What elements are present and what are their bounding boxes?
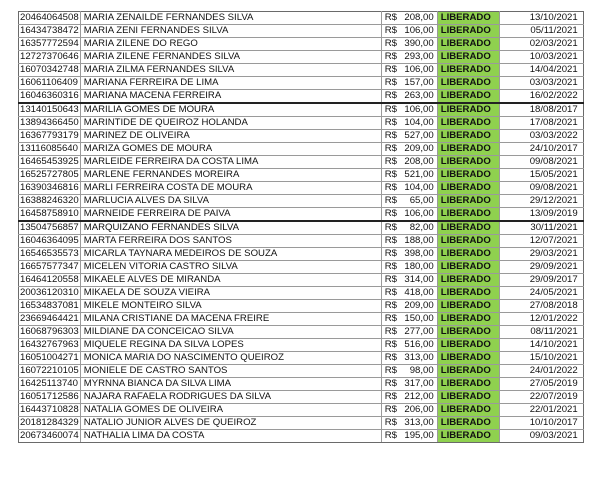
currency-cell: R$ — [381, 169, 401, 182]
status-cell: LIBERADO — [437, 352, 499, 365]
name-cell: MILDIANE DA CONCEICAO SILVA — [80, 326, 381, 339]
date-cell: 24/01/2022 — [499, 365, 583, 378]
code-cell: 13140150643 — [20, 104, 79, 115]
status-cell: LIBERADO — [437, 313, 499, 326]
status-cell: LIBERADO — [437, 25, 499, 38]
name-cell: MARIA ZILENE FERNANDES SILVA — [80, 51, 381, 64]
status-cell: LIBERADO — [437, 143, 499, 156]
name-cell: MARLEIDE FERREIRA DA COSTA LIMA — [80, 156, 381, 169]
status-cell: LIBERADO — [437, 156, 499, 169]
currency-cell: R$ — [381, 182, 401, 195]
currency-cell: R$ — [381, 117, 401, 130]
table-row — [19, 378, 584, 391]
code-cell: 16388246320 — [20, 195, 79, 206]
currency-cell: R$ — [381, 12, 401, 25]
status-cell: LIBERADO — [437, 12, 499, 25]
amount-cell: 157,00 — [401, 77, 437, 90]
status-cell: LIBERADO — [437, 274, 499, 287]
code-cell: 20181284329 — [20, 417, 79, 428]
table-row — [19, 156, 584, 169]
status-cell: LIBERADO — [437, 430, 499, 443]
code-cell: 13504756857 — [20, 222, 79, 233]
table-row — [19, 352, 584, 365]
code-cell: 16443710828 — [20, 404, 79, 415]
table-row — [19, 313, 584, 326]
currency-cell: R$ — [381, 378, 401, 391]
date-cell: 12/07/2021 — [499, 235, 583, 248]
table-row — [19, 38, 584, 51]
status-cell: LIBERADO — [437, 326, 499, 339]
status-cell: LIBERADO — [437, 90, 499, 104]
date-cell: 22/07/2019 — [499, 391, 583, 404]
date-cell: 22/01/2021 — [499, 404, 583, 417]
status-cell: LIBERADO — [437, 208, 499, 222]
amount-cell: 418,00 — [401, 287, 437, 300]
code-cell: 16357772594 — [20, 38, 79, 49]
code-cell: 16390346816 — [20, 182, 79, 193]
name-cell: MARIANA FERREIRA DE LIMA — [80, 77, 381, 90]
amount-cell: 516,00 — [401, 339, 437, 352]
table-row — [19, 169, 584, 182]
currency-cell: R$ — [381, 130, 401, 143]
date-cell: 15/10/2021 — [499, 352, 583, 365]
name-cell: NATALIA GOMES DE OLIVEIRA — [80, 404, 381, 417]
status-cell: LIBERADO — [437, 38, 499, 51]
date-cell: 09/03/2021 — [499, 430, 583, 443]
amount-cell: 209,00 — [401, 143, 437, 156]
table-row — [19, 221, 584, 235]
code-cell: 16464120558 — [20, 274, 79, 285]
status-cell: LIBERADO — [437, 248, 499, 261]
amount-cell: 209,00 — [401, 300, 437, 313]
table-row — [19, 25, 584, 38]
code-cell: 16367793179 — [20, 130, 79, 141]
name-cell: MONICA MARIA DO NASCIMENTO QUEIROZ — [80, 352, 381, 365]
currency-cell: R$ — [381, 51, 401, 64]
status-cell: LIBERADO — [437, 300, 499, 313]
amount-cell: 313,00 — [401, 352, 437, 365]
amount-cell: 180,00 — [401, 261, 437, 274]
date-cell: 16/02/2022 — [499, 90, 583, 104]
table-row — [19, 274, 584, 287]
table-row — [19, 365, 584, 378]
table-row — [19, 430, 584, 443]
amount-cell: 104,00 — [401, 117, 437, 130]
status-cell: LIBERADO — [437, 261, 499, 274]
name-cell: MYRNNA BIANCA DA SILVA LIMA — [80, 378, 381, 391]
currency-cell: R$ — [381, 77, 401, 90]
code-cell: 16051004271 — [20, 352, 79, 363]
amount-cell: 98,00 — [401, 365, 437, 378]
date-cell: 03/03/2022 — [499, 130, 583, 143]
status-cell: LIBERADO — [437, 77, 499, 90]
currency-cell: R$ — [381, 339, 401, 352]
status-cell: LIBERADO — [437, 417, 499, 430]
date-cell: 12/01/2022 — [499, 313, 583, 326]
name-cell: MILANA CRISTIANE DA MACENA FREIRE — [80, 313, 381, 326]
date-cell: 30/11/2021 — [499, 221, 583, 235]
table-row — [19, 182, 584, 195]
amount-cell: 195,00 — [401, 430, 437, 443]
table-row — [19, 143, 584, 156]
amount-cell: 65,00 — [401, 195, 437, 208]
code-cell: 16425113740 — [19, 378, 81, 391]
code-cell: 20673460074 — [20, 430, 79, 441]
currency-cell: R$ — [381, 274, 401, 287]
table-row — [19, 77, 584, 90]
name-cell: MARIANA MACENA FERREIRA — [80, 90, 381, 104]
status-cell: LIBERADO — [437, 378, 499, 391]
name-cell: MARLUCIA ALVES DA SILVA — [80, 195, 381, 208]
date-cell: 09/08/2021 — [499, 156, 583, 169]
date-cell: 17/08/2021 — [499, 117, 583, 130]
code-cell: 12727370646 — [20, 51, 79, 62]
code-cell: 16070342748 — [20, 64, 79, 75]
name-cell: MARIZA GOMES DE MOURA — [80, 143, 381, 156]
status-cell: LIBERADO — [437, 169, 499, 182]
currency-cell: R$ — [381, 195, 401, 208]
status-cell: LIBERADO — [437, 130, 499, 143]
table-row — [19, 51, 584, 64]
date-cell: 29/09/2017 — [499, 274, 583, 287]
table-row — [19, 417, 584, 430]
date-cell: 24/05/2021 — [499, 287, 583, 300]
status-cell: LIBERADO — [437, 404, 499, 417]
currency-cell: R$ — [381, 25, 401, 38]
date-cell: 29/03/2021 — [499, 248, 583, 261]
status-cell: LIBERADO — [437, 221, 499, 235]
name-cell: MARQUIZANO FERNANDES SILVA — [80, 221, 381, 235]
currency-cell: R$ — [381, 103, 401, 117]
currency-cell: R$ — [381, 248, 401, 261]
name-cell: MIKAELE ALVES DE MIRANDA — [80, 274, 381, 287]
amount-cell: 106,00 — [401, 103, 437, 117]
date-cell: 10/03/2021 — [499, 51, 583, 64]
amount-cell: 317,00 — [401, 378, 437, 391]
name-cell: MIQUELE REGINA DA SILVA LOPES — [80, 339, 381, 352]
date-cell: 05/11/2021 — [499, 25, 583, 38]
code-cell: 16046360316 — [20, 90, 79, 101]
table-row — [19, 90, 584, 104]
table-row — [19, 261, 584, 274]
status-cell: LIBERADO — [437, 235, 499, 248]
name-cell: NATHALIA LIMA DA COSTA — [80, 430, 381, 443]
date-cell: 09/08/2021 — [499, 182, 583, 195]
name-cell: MARILIA GOMES DE MOURA — [80, 103, 381, 117]
amount-cell: 82,00 — [401, 221, 437, 235]
currency-cell: R$ — [381, 235, 401, 248]
code-cell: 16061106409 — [19, 77, 81, 90]
amount-cell: 212,00 — [401, 391, 437, 404]
amount-cell: 208,00 — [401, 12, 437, 25]
date-cell: 02/03/2021 — [499, 38, 583, 51]
code-cell: 20036120310 — [20, 287, 79, 298]
currency-cell: R$ — [381, 391, 401, 404]
amount-cell: 106,00 — [401, 208, 437, 222]
amount-cell: 293,00 — [401, 51, 437, 64]
currency-cell: R$ — [381, 156, 401, 169]
code-cell: 23669464421 — [20, 313, 79, 324]
name-cell: MARLI FERREIRA COSTA DE MOURA — [80, 182, 381, 195]
table-row — [19, 103, 584, 117]
name-cell: NAJARA RAFAELA RODRIGUES DA SILVA — [80, 391, 381, 404]
table-row — [19, 339, 584, 352]
name-cell: MARIA ZENAILDE FERNANDES SILVA — [80, 12, 381, 25]
table-row — [19, 404, 584, 417]
date-cell: 15/05/2021 — [499, 169, 583, 182]
amount-cell: 106,00 — [401, 25, 437, 38]
name-cell: MICELEN VITORIA CASTRO SILVA — [80, 261, 381, 274]
code-cell: 16434738472 — [20, 25, 79, 36]
code-cell: 16657577347 — [20, 261, 79, 272]
amount-cell: 150,00 — [401, 313, 437, 326]
table-row — [19, 208, 584, 222]
code-cell: 16068796303 — [20, 326, 79, 337]
code-cell: 16546535573 — [20, 248, 79, 259]
code-cell: 16458758910 — [20, 208, 79, 219]
amount-cell: 527,00 — [401, 130, 437, 143]
name-cell: MIKELE MONTEIRO SILVA — [80, 300, 381, 313]
date-cell: 18/08/2017 — [499, 103, 583, 117]
date-cell: 29/12/2021 — [499, 195, 583, 208]
code-cell: 16072210105 — [20, 365, 79, 376]
amount-cell: 206,00 — [401, 404, 437, 417]
date-cell: 14/10/2021 — [499, 339, 583, 352]
currency-cell: R$ — [381, 261, 401, 274]
code-cell: 20464064508 — [20, 12, 79, 23]
table-row — [19, 248, 584, 261]
currency-cell: R$ — [381, 287, 401, 300]
amount-cell: 263,00 — [401, 90, 437, 104]
status-cell: LIBERADO — [437, 117, 499, 130]
name-cell: MARIA ZILMA FERNANDES SILVA — [80, 64, 381, 77]
name-cell: NATALIO JUNIOR ALVES DE QUEIROZ — [80, 417, 381, 430]
code-cell: 16465453925 — [20, 156, 79, 167]
status-cell: LIBERADO — [437, 182, 499, 195]
amount-cell: 106,00 — [401, 64, 437, 77]
date-cell: 27/08/2018 — [499, 300, 583, 313]
date-cell: 13/09/2019 — [499, 208, 583, 222]
table-row — [19, 300, 584, 313]
name-cell: MARTA FERREIRA DOS SANTOS — [80, 235, 381, 248]
table-body — [19, 12, 584, 443]
name-cell: MARINTIDE DE QUEIROZ HOLANDA — [80, 117, 381, 130]
date-cell: 08/11/2021 — [499, 326, 583, 339]
currency-cell: R$ — [381, 326, 401, 339]
amount-cell: 208,00 — [401, 156, 437, 169]
currency-cell: R$ — [381, 365, 401, 378]
date-cell: 29/09/2021 — [499, 261, 583, 274]
currency-cell: R$ — [381, 38, 401, 51]
amount-cell: 521,00 — [401, 169, 437, 182]
status-cell: LIBERADO — [437, 51, 499, 64]
name-cell: MONIELE DE CASTRO SANTOS — [80, 365, 381, 378]
currency-cell: R$ — [381, 313, 401, 326]
table-row — [19, 195, 584, 208]
name-cell: MICARLA TAYNARA MEDEIROS DE SOUZA — [80, 248, 381, 261]
currency-cell: R$ — [381, 208, 401, 222]
status-cell: LIBERADO — [437, 339, 499, 352]
date-cell: 13/10/2021 — [499, 12, 583, 25]
status-cell: LIBERADO — [437, 391, 499, 404]
currency-cell: R$ — [381, 430, 401, 443]
status-cell: LIBERADO — [437, 103, 499, 117]
name-cell: MARNEIDE FERREIRA DE PAIVA — [80, 208, 381, 222]
table-row — [19, 235, 584, 248]
table-row — [19, 12, 584, 25]
date-cell: 14/04/2021 — [499, 64, 583, 77]
amount-cell: 398,00 — [401, 248, 437, 261]
amount-cell: 313,00 — [401, 417, 437, 430]
status-cell: LIBERADO — [437, 195, 499, 208]
currency-cell: R$ — [381, 417, 401, 430]
code-cell: 16051712586 — [20, 391, 79, 402]
currency-cell: R$ — [381, 352, 401, 365]
code-cell: 16046364095 — [20, 235, 79, 246]
table-row — [19, 130, 584, 143]
name-cell: MIKAELA DE SOUZA VIEIRA — [80, 287, 381, 300]
amount-cell: 277,00 — [401, 326, 437, 339]
code-cell: 13116085640 — [19, 143, 81, 156]
currency-cell: R$ — [381, 64, 401, 77]
status-cell: LIBERADO — [437, 365, 499, 378]
status-cell: LIBERADO — [437, 64, 499, 77]
amount-cell: 104,00 — [401, 182, 437, 195]
currency-cell: R$ — [381, 90, 401, 104]
table-row — [19, 326, 584, 339]
name-cell: MARINEZ DE OLIVEIRA — [80, 130, 381, 143]
code-cell: 16525727805 — [20, 169, 79, 180]
amount-cell: 188,00 — [401, 235, 437, 248]
name-cell: MARIA ZENI FERNANDES SILVA — [80, 25, 381, 38]
currency-cell: R$ — [381, 143, 401, 156]
table-row — [19, 117, 584, 130]
table-row — [19, 64, 584, 77]
code-cell: 16432767963 — [20, 339, 79, 350]
amount-cell: 390,00 — [401, 38, 437, 51]
table-row — [19, 391, 584, 404]
table-row — [19, 287, 584, 300]
currency-cell: R$ — [381, 300, 401, 313]
date-cell: 03/03/2021 — [499, 77, 583, 90]
currency-cell: R$ — [381, 221, 401, 235]
date-cell: 27/05/2019 — [499, 378, 583, 391]
code-cell: 16534837081 — [20, 300, 79, 311]
payment-table — [18, 11, 584, 443]
date-cell: 10/10/2017 — [499, 417, 583, 430]
currency-cell: R$ — [381, 404, 401, 417]
status-cell: LIBERADO — [437, 287, 499, 300]
date-cell: 24/10/2017 — [499, 143, 583, 156]
name-cell: MARIA ZILENE DO REGO — [80, 38, 381, 51]
code-cell: 13894366450 — [20, 117, 79, 128]
amount-cell: 314,00 — [401, 274, 437, 287]
name-cell: MARLENE FERNANDES MOREIRA — [80, 169, 381, 182]
